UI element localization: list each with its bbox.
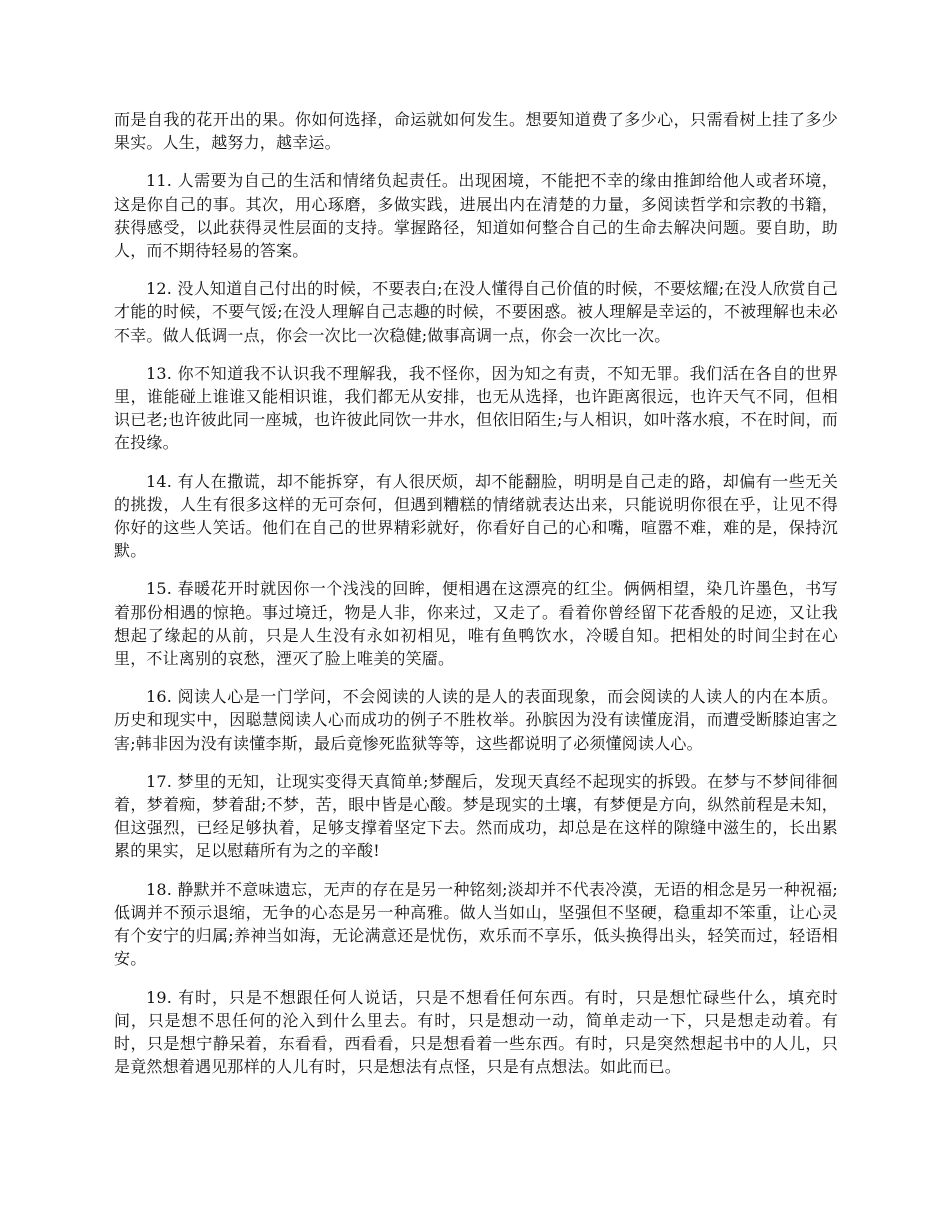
paragraph-14: 14. 有人在撒谎，却不能拆穿，有人很厌烦，却不能翻脸，明明是自己走的路，却偏有一些无关的挑拨，人生有很多这样的无可奈何，但遇到糟糕的情绪就表达出来，只能说明你很在乎，让见不得你好的这些人笑话。他们在自己的世界精彩就好，你看好自己的心和嘴，喧嚣不难，难的是，保持沉默。 bbox=[114, 471, 838, 561]
paragraph-18: 18. 静默并不意味遗忘，无声的存在是另一种铭刻;淡却并不代表冷漠，无语的相念是另一种祝福;低调并不预示退缩，无争的心态是另一种高雅。做人当如山，坚强但不坚硬，稳重却不笨重，让心灵有个安宁的归属;养神当如海，无论满意还是忧伤，欢乐而不享乐，低头换得出头，轻笑而过，轻语相安。 bbox=[114, 879, 838, 969]
paragraph-12: 12. 没人知道自己付出的时候，不要表白;在没人懂得自己价值的时候，不要炫耀;在没人欣赏自己才能的时候，不要气馁;在没人理解自己志趣的时候，不要困惑。被人理解是幸运的，不被理解也未必不幸。做人低调一点，你会一次比一次稳健;做事高调一点，你会一次比一次。 bbox=[114, 279, 838, 345]
paragraph-13: 13. 你不知道我不认识我不理解我，我不怪你，因为知之有责，不知无罪。我们活在各自的世界里，谁能碰上谁谁又能相识谁，我们都无从安排，也无从选择，也许距离很远，也许天气不同，但相识已老;也许彼此同一座城，也许彼此同饮一井水，但依旧陌生;与人相识，如叶落水痕，不在时间，而在投缘。 bbox=[114, 363, 838, 453]
paragraph-continuation: 而是自我的花开出的果。你如何选择，命运就如何发生。想要知道费了多少心，只需看树上挂了多少果实。人生，越努力，越幸运。 bbox=[114, 110, 838, 153]
paragraph-11: 11. 人需要为自己的生活和情绪负起责任。出现困境，不能把不幸的缘由推卸给他人或者环境，这是你自己的事。其次，用心琢磨，多做实践，进展出内在清楚的力量，多阅读哲学和宗教的书籍，获得感受，以此获得灵性层面的支持。掌握路径，知道如何整合自己的生命去解决问题。要自助，助人，而不期待轻易的答案。 bbox=[114, 171, 838, 261]
paragraph-17: 17. 梦里的无知，让现实变得天真简单;梦醒后，发现天真经不起现实的拆毁。在梦与不梦间徘徊着，梦着痴，梦着甜;不梦，苦，眼中皆是心酸。梦是现实的土壤，有梦便是方向，纵然前程是未知，但这强烈，已经足够执着，足够支撑着坚定下去。然而成功，却总是在这样的隙缝中滋生的，长出累累的果实，足以慰藉所有为之的辛酸! bbox=[114, 771, 838, 861]
paragraph-15: 15. 春暖花开时就因你一个浅浅的回眸，便相遇在这漂亮的红尘。俩俩相望，染几许墨色，书写着那份相遇的惊艳。事过境迁，物是人非，你来过，又走了。看着你曾经留下花香般的足迹，又让我想起了缘起的从前，只是人生没有永如初相见，唯有鱼鸭饮水，冷暖自知。把相处的时间尘封在心里，不让离别的哀愁，湮灭了脸上唯美的笑靥。 bbox=[114, 579, 838, 669]
paragraph-19: 19. 有时，只是不想跟任何人说话，只是不想看任何东西。有时，只是想忙碌些什么，填充时间，只是想不思任何的沦入到什么里去。有时，只是想动一动，简单走动一下，只是想走动着。有时，只是想宁静呆着，东看看，西看看，只是想看着一些东西。有时，只是突然想起书中的人儿，只是竟然想着遇见那样的人儿有时，只是想法有点怪，只是有点想法。如此而已。 bbox=[114, 987, 838, 1077]
paragraph-16: 16. 阅读人心是一门学问，不会阅读的人读的是人的表面现象，而会阅读的人读人的内在本质。历史和现实中，因聪慧阅读人心而成功的例子不胜枚举。孙膑因为没有读懂庞涓，而遭受断膝迫害之害;韩非因为没有读懂李斯，最后竟惨死监狱等等，这些都说明了必须懂阅读人心。 bbox=[114, 687, 838, 753]
